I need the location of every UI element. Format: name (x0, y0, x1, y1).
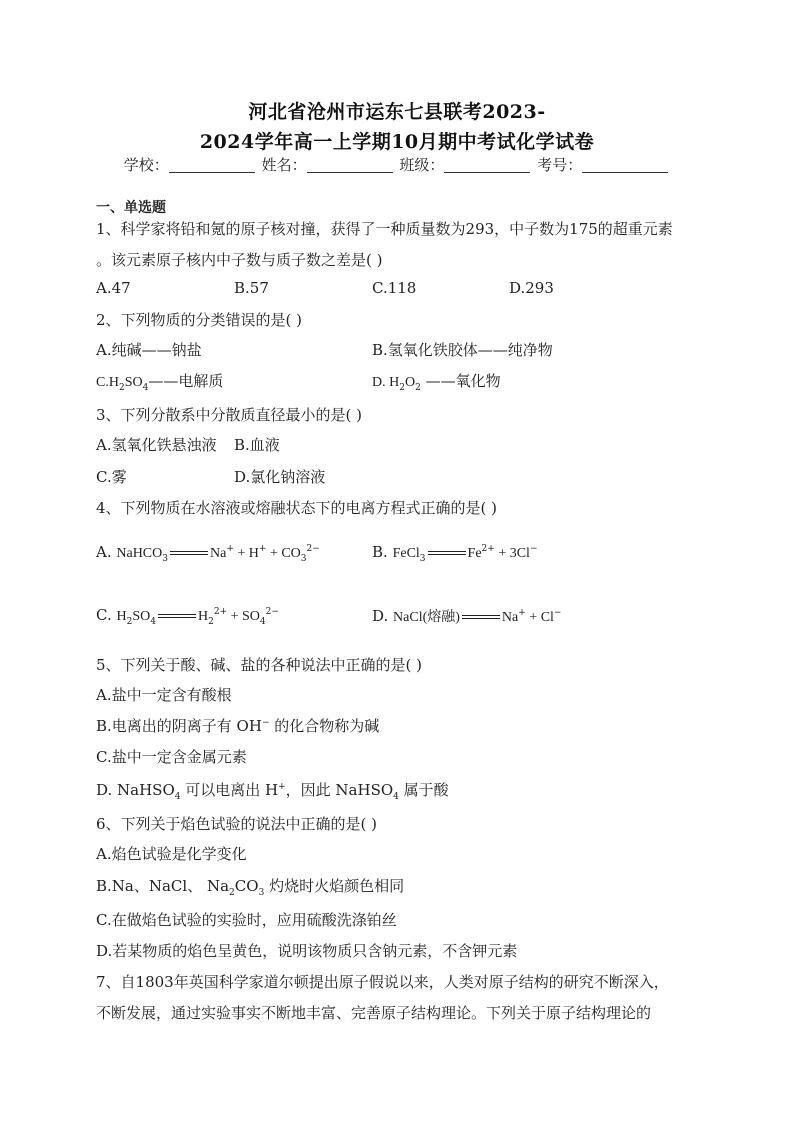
q4a-r3-sup: 2− (306, 544, 320, 554)
q4a-label: A. (96, 543, 117, 561)
q4a-plus1: + H (233, 546, 259, 561)
q4a-r1: Na (210, 546, 227, 561)
q4c-lhs2-sub: 4 (150, 617, 156, 627)
q7-stem-line1: 7、自1803年英国科学家道尔顿提出原子假说以来，人类对原子结构的研究不断深入， (96, 973, 669, 991)
q2-option-c[interactable] (96, 370, 223, 391)
q4a-plus2: + CO (266, 546, 301, 561)
q2c-so: SO (124, 375, 143, 390)
name-label: 姓名： (261, 156, 307, 174)
q1-stem-line1: 1、科学家将铅和氪的原子核对撞，获得了一种质量数为293，中子数为175的超重元素 (96, 220, 673, 238)
q4-option-d[interactable] (372, 606, 561, 626)
q2-option-a[interactable]: A.纯碱——钠盐 (96, 341, 202, 359)
q3-option-d[interactable]: D.氯化钠溶液 (234, 468, 326, 486)
q6-option-d[interactable]: D.若某物质的焰色呈黄色，说明该物质只含钠元素，不含钾元素 (96, 942, 518, 960)
q4b-r1: Fe (467, 546, 482, 561)
q4b-lhs-sub: 3 (419, 554, 426, 564)
q4c-label: C. (96, 606, 117, 624)
q5-stem: 5、下列关于酸、碱、盐的各种说法中正确的是( ) (96, 656, 423, 674)
q3-option-b[interactable]: B.血液 (234, 436, 280, 454)
q5-option-b[interactable] (96, 715, 379, 736)
q3-stem: 3、下列分散系中分散质直径最小的是( ) (96, 406, 363, 424)
q4c-lhs-sub: 2 (126, 617, 133, 627)
q3-option-a[interactable]: A.氢氧化铁悬浊液 (96, 436, 217, 454)
q5d-mid: 可以电离出 H (180, 781, 279, 799)
q4a-equals-sign (170, 551, 208, 555)
q4a-lhs: NaHCO (116, 546, 163, 561)
q4d-equals-sign (462, 615, 500, 619)
school-blank[interactable] (169, 158, 255, 173)
q1-stem-line2: 。该元素原子核内中子数与质子数之差是( ) (96, 251, 383, 269)
exam-number-blank[interactable] (582, 158, 668, 173)
q5d-mid2: ，因此 NaHSO (285, 781, 394, 799)
q4c-r2-sub: 4 (259, 617, 266, 627)
q5b-pre: B.电离出的阴离子有 OH (96, 717, 262, 735)
q4a-r3-sub: 3 (300, 554, 307, 564)
q4c-r1-sup: 2+ (213, 607, 228, 617)
q6b-sub2: 3 (258, 888, 265, 898)
q4d-lhs: NaCl(熔融) (393, 610, 460, 625)
q4d-r1: Na (501, 610, 519, 625)
q1-option-d[interactable]: D.293 (509, 279, 554, 297)
q5d-sub2: 4 (393, 792, 399, 802)
q6b-post: 灼烧时火焰颜色相同 (264, 877, 405, 895)
q2c-sub2: 2 (118, 383, 125, 393)
q5d-sup: + (278, 782, 286, 792)
q5b-post: 的化合物称为碱 (269, 717, 380, 735)
q4b-lhs: FeCl (392, 546, 420, 561)
q2-option-b[interactable]: B.氢氧化铁胶体——纯净物 (372, 341, 553, 359)
class-blank[interactable] (444, 158, 530, 173)
exam-number-label: 考号： (537, 156, 583, 174)
q5-option-a[interactable]: A.盐中一定含有酸根 (96, 686, 232, 704)
q2d-h: D. H (372, 375, 400, 390)
name-blank[interactable] (307, 158, 393, 173)
q2d-o: O (404, 375, 416, 390)
q6b-pre: B.Na、NaCl、 Na (96, 877, 230, 895)
q4b-r2-sup: − (529, 544, 538, 554)
q4c-r1-sub: 2 (208, 617, 214, 627)
q6b-sub1: 2 (229, 888, 235, 898)
q4b-plus1: + 3Cl (494, 546, 530, 561)
q5d-sub: 4 (174, 792, 181, 802)
q1-option-c[interactable]: C.118 (372, 279, 417, 297)
q1-option-a[interactable]: A.47 (96, 279, 131, 297)
q2d-sub2b: 2 (415, 383, 421, 393)
q4d-r2-sup: − (553, 608, 562, 618)
q3-option-c[interactable]: C.雾 (96, 468, 127, 486)
q2c-h: C.H (96, 375, 119, 390)
q6-option-c[interactable]: C.在做焰色试验的实验时，应用硫酸洗涤铂丝 (96, 911, 397, 929)
q1-option-b[interactable]: B.57 (234, 279, 269, 297)
q2c-sub4: 4 (142, 383, 149, 393)
q2d-sub2a: 2 (399, 383, 405, 393)
q4c-lhs: H (116, 609, 127, 624)
student-info-row (0, 154, 794, 175)
q5-option-d[interactable] (96, 779, 449, 800)
q4d-label: D. (372, 607, 394, 625)
q4c-equals-sign (158, 614, 196, 618)
exam-title-line2: 2024学年高一上学期10月期中考试化学试卷 (199, 131, 595, 153)
q5d-pre: D. NaHSO (96, 781, 175, 799)
q4b-r1-sup: 2+ (481, 544, 495, 554)
q4-option-c[interactable] (96, 606, 279, 625)
q7-stem-line2: 不断发展，通过实验事实不断地丰富、完善原子结构理论。下列关于原子结构理论的 (96, 1004, 652, 1022)
exam-title-line1: 河北省沧州市运东七县联考2023- (248, 101, 546, 123)
q4c-r1: H (197, 609, 209, 624)
q4a-r2-sup: + (258, 544, 267, 554)
q2d-suffix: ——氧化物 (420, 372, 501, 390)
q4-stem: 4、下列物质在水溶液或熔融状态下的电离方程式正确的是( ) (96, 499, 498, 517)
q4a-lhs-sub: 3 (162, 554, 168, 564)
q4b-equals-sign (428, 551, 466, 555)
q4-option-a[interactable] (96, 543, 320, 562)
q4c-lhs2: SO (132, 609, 151, 624)
q2c-suffix: ——电解质 (148, 372, 224, 390)
school-label: 学校： (123, 156, 169, 174)
q6-option-a[interactable]: A.焰色试验是化学变化 (96, 845, 247, 863)
q5-option-c[interactable]: C.盐中一定含金属元素 (96, 748, 247, 766)
q4d-plus1: + Cl (525, 610, 554, 625)
q2-stem: 2、下列物质的分类错误的是( ) (96, 311, 303, 329)
q2-option-d[interactable] (372, 370, 501, 391)
q6b-co: CO (234, 877, 259, 895)
q4-option-b[interactable] (372, 543, 537, 562)
q6-option-b[interactable] (96, 875, 404, 896)
q5b-sup: − (261, 718, 270, 728)
q4a-r1-sup: + (226, 544, 234, 554)
q4c-r2-sup: 2− (265, 607, 279, 617)
q4c-plus1: + SO (227, 609, 260, 624)
q4b-label: B. (372, 543, 393, 561)
section-heading: 一、单选题 (96, 200, 166, 216)
q4d-r1-sup: + (518, 608, 526, 618)
q5d-post: 属于酸 (398, 781, 449, 799)
class-label: 班级： (399, 156, 445, 174)
q6-stem: 6、下列关于焰色试验的说法中正确的是( ) (96, 815, 378, 833)
